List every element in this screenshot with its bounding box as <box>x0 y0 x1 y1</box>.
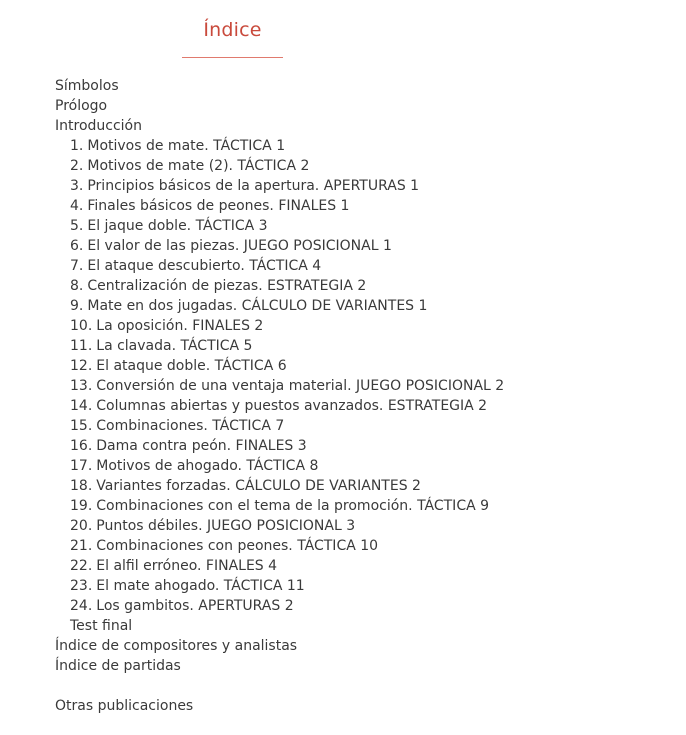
toc-item-label: Índice de partidas <box>55 658 181 674</box>
chapter-number: 1. <box>70 138 84 154</box>
toc-item-test-final[interactable] <box>55 616 504 636</box>
chapter-number: 13. <box>70 378 93 394</box>
chapter-number: 23. <box>70 578 93 594</box>
chapter-title: Puntos débiles. JUEGO POSICIONAL 3 <box>96 518 356 534</box>
toc-chapter-17[interactable] <box>55 456 504 476</box>
toc-item-introduccion[interactable] <box>55 116 504 136</box>
chapter-title: Motivos de mate (2). TÁCTICA 2 <box>87 158 310 174</box>
toc-chapter-10[interactable] <box>55 316 504 336</box>
toc-chapter-2[interactable] <box>55 156 504 176</box>
toc-chapter-22[interactable] <box>55 556 504 576</box>
chapter-title: Motivos de ahogado. TÁCTICA 8 <box>96 458 319 474</box>
toc-chapter-20[interactable] <box>55 516 504 536</box>
chapter-number: 4. <box>70 198 84 214</box>
toc-chapter-21[interactable] <box>55 536 504 556</box>
toc-chapter-9[interactable] <box>55 296 504 316</box>
toc-item-label: Test final <box>70 618 133 634</box>
chapter-title: La oposición. FINALES 2 <box>96 318 264 334</box>
toc-item-indice-compositores[interactable] <box>55 636 504 656</box>
chapter-title: Variantes forzadas. CÁLCULO DE VARIANTES 2 <box>96 478 421 494</box>
toc-chapter-11[interactable] <box>55 336 504 356</box>
chapter-number: 24. <box>70 598 93 614</box>
toc-chapter-14[interactable] <box>55 396 504 416</box>
chapter-title: El mate ahogado. TÁCTICA 11 <box>96 578 305 594</box>
chapter-title: El ataque descubierto. TÁCTICA 4 <box>87 258 322 274</box>
chapter-number: 11. <box>70 338 93 354</box>
chapter-title: Combinaciones con el tema de la promoción. TÁCTICA 9 <box>96 498 490 514</box>
chapter-title: El alfil erróneo. FINALES 4 <box>96 558 278 574</box>
toc-item-label: Símbolos <box>55 78 119 94</box>
chapter-number: 12. <box>70 358 93 374</box>
chapter-number: 6. <box>70 238 84 254</box>
toc-chapter-7[interactable] <box>55 256 504 276</box>
toc-item-prologo[interactable] <box>55 96 504 116</box>
chapter-title: El valor de las piezas. JUEGO POSICIONAL 1 <box>87 238 392 254</box>
chapter-title: El ataque doble. TÁCTICA 6 <box>96 358 287 374</box>
chapter-number: 8. <box>70 278 84 294</box>
chapter-title: Finales básicos de peones. FINALES 1 <box>87 198 350 214</box>
toc-chapter-3[interactable] <box>55 176 504 196</box>
chapter-title: Combinaciones. TÁCTICA 7 <box>96 418 285 434</box>
toc-item-label: Introducción <box>55 118 142 134</box>
toc-chapter-24[interactable] <box>55 596 504 616</box>
chapter-title: Conversión de una ventaja material. JUEGO POSICIONAL 2 <box>96 378 505 394</box>
chapter-title: Motivos de mate. TÁCTICA 1 <box>87 138 286 154</box>
chapter-title: Columnas abiertas y puestos avanzados. ESTRATEGIA 2 <box>96 398 488 414</box>
toc-chapter-4[interactable] <box>55 196 504 216</box>
chapter-number: 10. <box>70 318 93 334</box>
chapter-title: Combinaciones con peones. TÁCTICA 10 <box>96 538 379 554</box>
toc-chapter-23[interactable] <box>55 576 504 596</box>
toc-chapter-1[interactable] <box>55 136 504 156</box>
toc-item-label: Índice de compositores y analistas <box>55 638 298 654</box>
chapter-number: 19. <box>70 498 93 514</box>
chapter-number: 15. <box>70 418 93 434</box>
toc-item-label: Otras publicaciones <box>55 698 194 714</box>
toc-chapter-19[interactable] <box>55 496 504 516</box>
chapter-number: 21. <box>70 538 93 554</box>
toc-chapter-8[interactable] <box>55 276 504 296</box>
chapter-title: La clavada. TÁCTICA 5 <box>96 338 253 354</box>
chapter-number: 16. <box>70 438 93 454</box>
title-block <box>182 16 283 44</box>
chapter-title: Dama contra peón. FINALES 3 <box>96 438 307 454</box>
chapter-number: 18. <box>70 478 93 494</box>
table-of-contents <box>55 76 504 716</box>
toc-chapter-18[interactable] <box>55 476 504 496</box>
chapter-title: Centralización de piezas. ESTRATEGIA 2 <box>87 278 367 294</box>
toc-item-label: Prólogo <box>55 98 108 114</box>
chapter-number: 5. <box>70 218 84 234</box>
toc-item-otras-publicaciones[interactable] <box>55 696 504 716</box>
page-title: Índice <box>203 19 262 41</box>
title-underline <box>182 57 283 58</box>
toc-spacer <box>55 676 504 696</box>
chapter-number: 9. <box>70 298 84 314</box>
toc-chapter-15[interactable] <box>55 416 504 436</box>
chapter-number: 2. <box>70 158 84 174</box>
chapter-number: 22. <box>70 558 93 574</box>
chapter-title: Mate en dos jugadas. CÁLCULO DE VARIANTES 1 <box>87 298 428 314</box>
chapter-title: Principios básicos de la apertura. APERTURAS 1 <box>87 178 420 194</box>
toc-chapter-5[interactable] <box>55 216 504 236</box>
chapter-number: 7. <box>70 258 84 274</box>
chapter-number: 17. <box>70 458 93 474</box>
chapter-title: El jaque doble. TÁCTICA 3 <box>87 218 268 234</box>
toc-chapter-16[interactable] <box>55 436 504 456</box>
toc-chapter-12[interactable] <box>55 356 504 376</box>
chapter-number: 20. <box>70 518 93 534</box>
chapter-title: Los gambitos. APERTURAS 2 <box>96 598 294 614</box>
chapter-number: 14. <box>70 398 93 414</box>
toc-item-indice-partidas[interactable] <box>55 656 504 676</box>
chapter-number: 3. <box>70 178 84 194</box>
toc-item-simbolos[interactable] <box>55 76 504 96</box>
toc-chapter-6[interactable] <box>55 236 504 256</box>
toc-chapter-13[interactable] <box>55 376 504 396</box>
